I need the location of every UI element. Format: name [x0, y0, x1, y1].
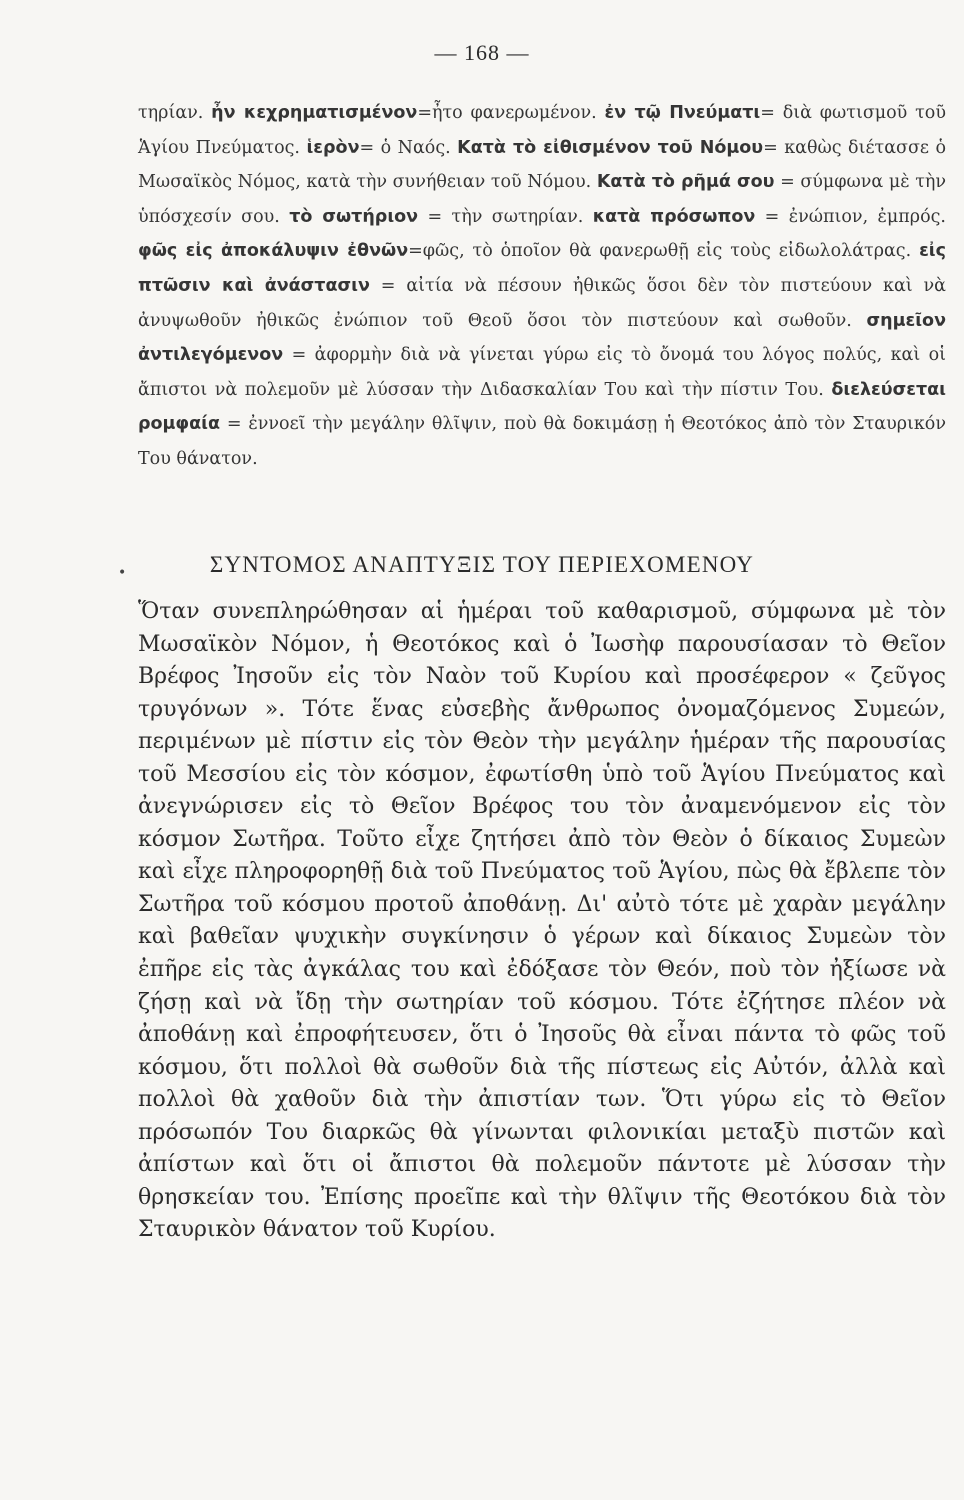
- note-term: Κατὰ τὸ εἰθισμένον τοῦ Νόμου: [457, 137, 764, 158]
- note-text: = τὴν σωτηρίαν.: [418, 206, 593, 227]
- note-text: = ἀφορμὴν διὰ νὰ γίνεται γύρω εἰς τὸ ὄνομά του λόγος πολύς, καὶ οἱ ἄπιστοι νὰ πολεμοῦν μὲ λύσσαν τὴν Διδασκαλίαν Του καὶ τὴν πίστιν Του.: [138, 345, 946, 400]
- note-text: = ἐννοεῖ τὴν μεγάλην θλῖψιν, ποὺ θὰ δοκιμάσῃ ἡ Θεοτόκος ἀπὸ τὸν Σταυρικόν Του θάνατον.: [138, 414, 946, 469]
- note-term: τὸ σωτήριον: [289, 206, 419, 227]
- page-number: — 168 —: [434, 40, 530, 65]
- note-term: διελεύσεται ρομφαία: [138, 379, 946, 435]
- note-text: =φῶς, τὸ ὁποῖον θὰ φανερωθῇ εἰς τοὺς εἰδωλολάτρας.: [408, 241, 920, 262]
- glossary-notes: [138, 96, 946, 477]
- note-term: εἰς πτῶσιν καὶ ἀνάστασιν: [138, 241, 946, 296]
- note-text: = διὰ φωτισμοῦ τοῦ Ἁγίου Πνεύματος.: [138, 103, 946, 158]
- note-text: = αἰτία νὰ πέσουν ἠθικῶς ὅσοι δὲν τὸν πιστεύουν καὶ νὰ ἀνυψωθοῦν ἠθικῶς ἐνώπιον τοῦ Θεοῦ ὅσοι τὸν πιστεύουν καὶ σωθοῦν.: [138, 275, 946, 331]
- note-term: σημεῖον ἀντιλεγόμενον: [138, 310, 946, 366]
- note-text: = σύμφωνα μὲ τὴν ὑπόσχεσίν σου.: [138, 172, 946, 227]
- note-term: φῶς εἰς ἀποκάλυψιν ἐθνῶν: [138, 241, 409, 262]
- note-term: κατὰ πρόσωπον: [592, 206, 756, 227]
- note-text: =ἦτο φανερωμένον.: [417, 103, 605, 123]
- bullet-mark: •: [118, 565, 127, 581]
- note-text: = ὁ Ναός.: [359, 137, 458, 158]
- note-text: = ἐνώπιον, ἐμπρός.: [755, 206, 946, 227]
- note-term: ἱερὸν: [306, 137, 360, 158]
- note-term: ἐν τῷ Πνεύματι: [604, 103, 761, 123]
- body-paragraph: Ὅταν συνεπληρώθησαν αἱ ἡμέραι τοῦ καθαρισμοῦ, σύμφωνα μὲ τὸν Μωσαϊκὸν Νόμον, ἡ Θεοτόκος καὶ ὁ Ἰωσὴφ παρουσίασαν τὸ Θεῖον Βρέφος Ἰησοῦν εἰς τὸν Ναὸν τοῦ Κυρίου καὶ προσέφερον « ζεῦγος τρυγόνων ». Τότε ἕνας εὐσεβὴς ἄνθρωπος ὀνομαζόμενος Συμεών, περιμένων μὲ πίστιν εἰς τὸν Θεὸν τὴν μεγάλην ἡμέραν τῆς παρουσίας τοῦ Μεσσίου εἰς τὸν κόσμον, ἐφωτίσθη ὑπὸ τοῦ Ἁγίου Πνεύματος καὶ ἀνεγνώρισεν εἰς τὸ Θεῖον Βρέφος του τὸν ἀναμενόμενον εἰς τὸν κόσμον Σωτῆρα. Τοῦτο εἶχε ζητήσει ἀπὸ τὸν Θεὸν ὁ δίκαιος Συμεὼν καὶ εἶχε πληροφορηθῇ διὰ τοῦ Πνεύματος τοῦ Ἁγίου, πὼς θὰ ἔβλεπε τὸν Σωτῆρα τοῦ κόσμου προτοῦ ἀποθάνῃ. Δι' αὐτὸ τότε μὲ χαρὰν μεγάλην καὶ βαθεῖαν ψυχικὴν συγκίνησιν ὁ γέρων καὶ δίκαιος Συμεὼν τὸν ἐπῆρε εἰς τὰς ἀγκάλας του καὶ ἐδόξασε τὸν Θεόν, ποὺ τὸν ἠξίωσε νὰ ζήσῃ καὶ νὰ ἴδῃ τὴν σωτηρίαν τοῦ κόσμου. Τότε ἐζήτησε πλέον νὰ ἀποθάνῃ καὶ ἐπροφήτευσεν, ὅτι ὁ Ἰησοῦς θὰ εἶναι πάντα τὸ φῶς τοῦ κόσμου, ὅτι πολλοὶ θὰ σωθοῦν διὰ τῆς πίστεως εἰς Αὐτόν, ἀλλὰ καὶ πολλοὶ θὰ χαθοῦν διὰ τὴν ἀπιστίαν των. Ὅτι γύρω εἰς τὸ Θεῖον πρόσωπόν Του διαρκῶς θὰ γίνωνται φιλονικίαι μεταξὺ πιστῶν καὶ ἀπίστων καὶ ὅτι οἱ ἄπιστοι θὰ πολεμοῦν πάντοτε μὲ λύσσαν τὴν θρησκείαν του. Ἐπίσης προεῖπε καὶ τὴν θλῖψιν τῆς Θεοτόκου διὰ τὸν Σταυρικὸν θάνατον τοῦ Κυρίου.: [138, 599, 946, 1243]
- note-term: ἦν κεχρηματισμένον: [211, 103, 418, 123]
- note-text: = καθὼς διέτασσε ὁ Μωσαϊκὸς Νόμος, κατὰ τὴν συνήθειαν τοῦ Νόμου.: [138, 137, 946, 193]
- section-heading: ΣΥΝΤΟΜΟΣ ΑΝΑΠΤΥΞΙΣ ΤΟΥ ΠΕΡΙΕΧΟΜΕΝΟΥ: [209, 552, 755, 577]
- note-term: Κατὰ τὸ ρῆμά σου: [596, 172, 775, 193]
- note-text: τηρίαν.: [138, 103, 212, 123]
